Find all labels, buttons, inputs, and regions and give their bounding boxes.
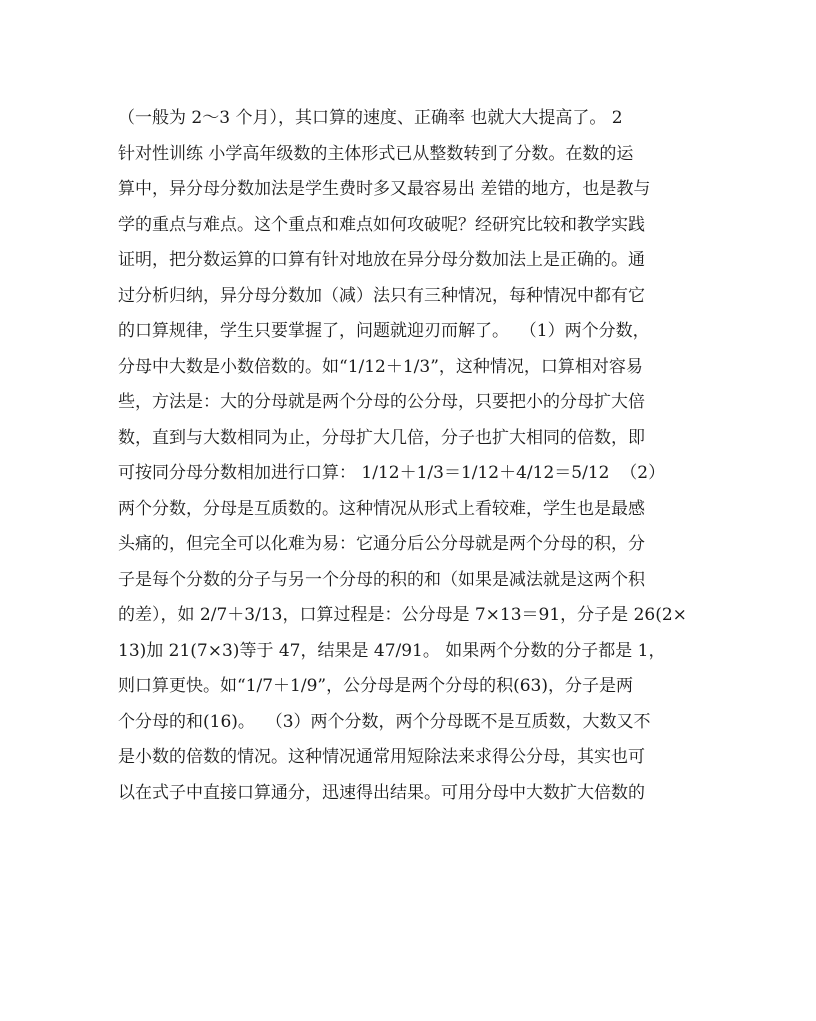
text-line: 证明，把分数运算的口算有针对地放在异分母分数加法上是正确的。通 [118,250,645,270]
text-line: （一般为 2～3 个月），其口算的速度、正确率 也就大大提高了。 2 [118,108,623,128]
text-line: 的口算规律，学生只要掌握了，问题就迎刃而解了。 （1）两个分数， [118,321,650,341]
text-line: 则口算更快。如“1/7＋1/9”，公分母是两个分母的积(63)，分子是两 [118,676,633,696]
text-line: 数，直到与大数相同为止，分母扩大几倍，分子也扩大相同的倍数，即 [118,427,645,448]
text-line: 的差），如 2/7＋3/13，口算过程是：公分母是 7×13＝91，分子是 26(2× [118,605,687,625]
text-line: 分母中大数是小数倍数的。如“1/12＋1/3”，这种情况，口算相对容易 [118,356,643,377]
text-line: 头痛的，但完全可以化难为易：它通分后公分母就是两个分母的积，分 [118,534,645,554]
text-line: 针对性训练 小学高年级数的主体形式已从整数转到了分数。在数的运 [118,143,634,164]
text-line: 过分析归纳，异分母分数加（减）法只有三种情况，每种情况中都有它 [118,285,645,306]
text-line: 以在式子中直接口算通分，迅速得出结果。可用分母中大数扩大倍数的 [118,782,645,803]
text-line: 可按同分母分数相加进行口算： 1/12＋1/3＝1/12＋4/12＝5/12 （2） [118,463,666,483]
text-line: 子是每个分数的分子与另一个分母的积的和（如果是减法就是这两个积 [118,569,645,590]
text-line: 个分母的和(16)。 （3）两个分数，两个分母既不是互质数，大数又不 [118,711,651,732]
text-line: 是小数的倍数的情况。这种情况通常用短除法来求得公分母，其实也可 [118,747,645,767]
text-line: 学的重点与难点。这个重点和难点如何攻破呢？经研究比较和教学实践 [118,214,645,235]
text-line: 两个分数，分母是互质数的。这种情况从形式上看较难，学生也是最感 [118,498,645,519]
text-line: 算中，异分母分数加法是学生费时多又最容易出 差错的地方，也是教与 [118,179,651,199]
text-line: 些，方法是：大的分母就是两个分母的公分母，只要把小的分母扩大倍 [118,392,645,412]
body-text [118,104,708,814]
text-line: 13)加 21(7×3)等于 47，结果是 47/91。 如果两个分数的分子都是 1， [118,640,666,661]
